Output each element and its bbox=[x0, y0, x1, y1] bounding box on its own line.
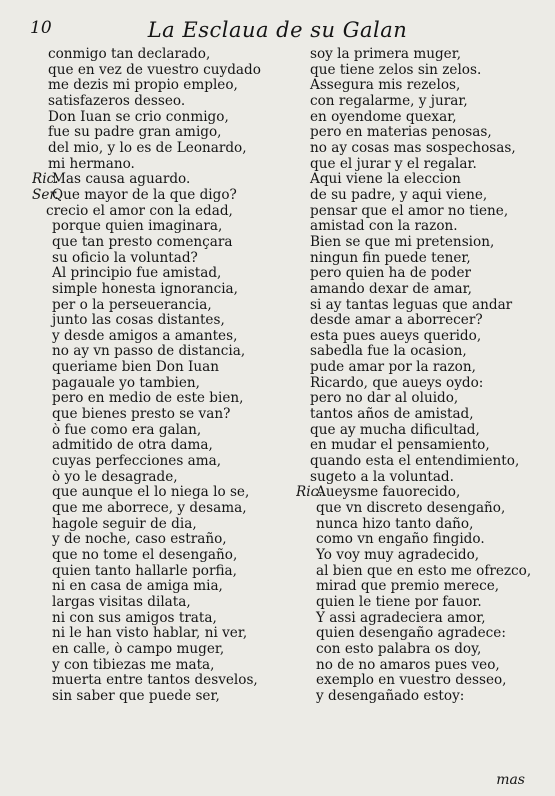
verse-line bbox=[296, 642, 544, 658]
verse-line bbox=[296, 423, 544, 439]
verse-text: que vn discreto desengaño, bbox=[316, 501, 506, 517]
verse-text: Assegura mis rezelos, bbox=[310, 78, 461, 94]
verse-line bbox=[296, 172, 544, 188]
verse-text: tantos años de amistad, bbox=[310, 407, 474, 423]
verse-text: no ay cosas mas sospechosas, bbox=[310, 140, 516, 156]
verse-line bbox=[296, 579, 544, 595]
verse-text: del mio, y lo es de Leonardo, bbox=[48, 140, 247, 156]
verse-text: pero quien ha de poder bbox=[310, 266, 472, 282]
running-title: La Esclaua de su Galan bbox=[147, 18, 408, 42]
verse-line bbox=[32, 611, 294, 627]
verse-line bbox=[296, 344, 544, 360]
verse-text: y desengañado estoy: bbox=[316, 688, 465, 704]
verse-text: no de no amaros pues veo, bbox=[316, 657, 500, 673]
verse-text: pagauale yo tambien, bbox=[52, 375, 200, 391]
verse-line bbox=[296, 63, 544, 79]
verse-text: que ay mucha dificultad, bbox=[310, 422, 480, 438]
verse-text: exemplo en vuestro desseo, bbox=[316, 673, 507, 689]
verse-text: no ay vn passo de distancia, bbox=[52, 344, 246, 360]
verse-line bbox=[296, 658, 544, 674]
verse-line bbox=[32, 219, 294, 235]
verse-line bbox=[32, 125, 294, 141]
verse-text: Don Iuan se crio conmigo, bbox=[48, 109, 229, 125]
verse-text: Que mayor de la que digo? bbox=[52, 187, 237, 203]
verse-text: fue su padre gran amigo, bbox=[48, 125, 222, 141]
verse-line bbox=[296, 298, 544, 314]
verse-text: Bien se que mi pretension, bbox=[310, 234, 495, 250]
verse-text: desde amar a aborrecer? bbox=[310, 313, 483, 329]
verse-line bbox=[296, 454, 544, 470]
verse-line bbox=[32, 94, 294, 110]
verse-line bbox=[296, 626, 544, 642]
verse-line bbox=[32, 141, 294, 157]
verse-line bbox=[32, 423, 294, 439]
verse-line bbox=[32, 673, 294, 689]
verse-line bbox=[296, 141, 544, 157]
verse-line bbox=[296, 407, 544, 423]
verse-text: que bienes presto se van? bbox=[52, 407, 231, 423]
verse-text: largas visitas dilata, bbox=[52, 594, 191, 610]
verse-text: sin saber que puede ser, bbox=[52, 688, 220, 704]
verse-text: que aunque el lo niega lo se, bbox=[52, 485, 250, 501]
verse-line bbox=[296, 251, 544, 267]
verse-line bbox=[296, 188, 544, 204]
left-column bbox=[32, 47, 294, 705]
verse-text: que tan presto començara bbox=[52, 234, 233, 250]
verse-text: de su padre, y aqui viene, bbox=[310, 187, 488, 203]
verse-text: que no tome el desengaño, bbox=[52, 548, 238, 563]
verse-text: simple honesta ignorancia, bbox=[52, 281, 238, 297]
verse-line bbox=[296, 438, 544, 454]
page-number: 10 bbox=[30, 18, 52, 38]
verse-line bbox=[32, 454, 294, 470]
verse-line bbox=[296, 548, 544, 564]
verse-text: Yo voy muy agradecido, bbox=[316, 548, 480, 563]
verse-line bbox=[296, 329, 544, 345]
verse-line bbox=[32, 548, 294, 564]
verse-text: que en vez de vuestro cuydado bbox=[48, 62, 261, 78]
verse-text: ni en casa de amiga mia, bbox=[52, 579, 223, 595]
verse-line bbox=[296, 689, 544, 705]
verse-text: pero no dar al oluido, bbox=[310, 391, 459, 407]
verse-text: y desde amigos a amantes, bbox=[52, 328, 238, 344]
verse-line bbox=[32, 391, 294, 407]
verse-text: per o la perseuerancia, bbox=[52, 297, 212, 313]
verse-text: que me aborrece, y desama, bbox=[52, 501, 247, 517]
speaker-label: Ric. bbox=[296, 485, 323, 501]
verse-line bbox=[296, 517, 544, 533]
verse-text: pero en materias penosas, bbox=[310, 125, 492, 141]
verse-line bbox=[296, 391, 544, 407]
verse-line bbox=[296, 470, 544, 486]
verse-text: pude amar por la razon, bbox=[310, 360, 476, 376]
verse-line bbox=[32, 172, 294, 188]
verse-text: en oyendome quexar, bbox=[310, 109, 457, 125]
verse-text: como vn engaño fingido. bbox=[316, 532, 485, 548]
verse-text: porque quien imaginara, bbox=[52, 219, 223, 235]
verse-line bbox=[32, 188, 294, 204]
verse-text: esta pues aueys querido, bbox=[310, 328, 482, 344]
verse-text: satisfazeros desseo. bbox=[48, 93, 186, 109]
verse-text: quien tanto hallarle porfia, bbox=[52, 563, 237, 579]
verse-text: sabedla fue la ocasion, bbox=[310, 344, 467, 360]
verse-text: que tiene zelos sin zelos. bbox=[310, 62, 482, 78]
speaker-label: Ric. bbox=[32, 172, 59, 188]
verse-text: nunca hizo tanto daño, bbox=[316, 516, 474, 532]
verse-text: cuyas perfecciones ama, bbox=[52, 454, 222, 470]
verse-line bbox=[32, 532, 294, 548]
verse-line bbox=[32, 251, 294, 267]
verse-text: amistad con la razon. bbox=[310, 219, 458, 235]
verse-text: ò yo le desagrade, bbox=[52, 469, 178, 485]
verse-text: me dezis mi propio empleo, bbox=[48, 78, 238, 94]
verse-line bbox=[296, 94, 544, 110]
verse-text: admitido de otra dama, bbox=[52, 438, 213, 454]
verse-line bbox=[32, 235, 294, 251]
verse-text: Al principio fue amistad, bbox=[52, 266, 222, 282]
verse-line bbox=[296, 282, 544, 298]
verse-text: con esto palabra os doy, bbox=[316, 641, 482, 657]
verse-text: sugeto a la voluntad. bbox=[310, 469, 454, 485]
verse-line bbox=[32, 438, 294, 454]
verse-line bbox=[296, 219, 544, 235]
verse-line bbox=[32, 313, 294, 329]
verse-text: quien le tiene por fauor. bbox=[316, 594, 482, 610]
verse-text: hagole seguir de dia, bbox=[52, 516, 197, 532]
verse-text: junto las cosas distantes, bbox=[52, 313, 225, 329]
verse-line bbox=[32, 595, 294, 611]
verse-line bbox=[32, 329, 294, 345]
verse-line bbox=[32, 344, 294, 360]
verse-text: pensar que el amor no tiene, bbox=[310, 203, 509, 219]
verse-text: Ricardo, que aueys oydo: bbox=[310, 375, 484, 391]
catchword: mas bbox=[496, 772, 525, 788]
verse-line bbox=[32, 564, 294, 580]
verse-line bbox=[32, 517, 294, 533]
verse-line bbox=[32, 266, 294, 282]
verse-text: que el jurar y el regalar. bbox=[310, 156, 477, 172]
verse-line bbox=[32, 282, 294, 298]
verse-line bbox=[32, 626, 294, 642]
verse-line bbox=[32, 689, 294, 705]
verse-line bbox=[296, 485, 544, 501]
verse-line bbox=[296, 78, 544, 94]
verse-line bbox=[32, 63, 294, 79]
verse-line bbox=[296, 532, 544, 548]
verse-line bbox=[32, 204, 294, 220]
verse-text: muerta entre tantos desvelos, bbox=[52, 673, 258, 689]
verse-text: Aueysme fauorecido, bbox=[316, 485, 461, 501]
verse-line bbox=[296, 110, 544, 126]
verse-text: ningun fin puede tener, bbox=[310, 250, 471, 266]
verse-line bbox=[296, 360, 544, 376]
verse-text: conmigo tan declarado, bbox=[48, 47, 211, 62]
verse-line bbox=[296, 595, 544, 611]
verse-text: y de noche, caso estraño, bbox=[52, 532, 227, 548]
verse-text: en mudar el pensamiento, bbox=[310, 438, 490, 454]
verse-line bbox=[296, 501, 544, 517]
verse-line bbox=[32, 642, 294, 658]
verse-text: su oficio la voluntad? bbox=[52, 250, 198, 266]
verse-text: ò fue como era galan, bbox=[52, 422, 202, 438]
verse-text: y con tibiezas me mata, bbox=[52, 657, 215, 673]
verse-line bbox=[296, 157, 544, 173]
verse-text: al bien que en esto me ofrezco, bbox=[316, 563, 532, 579]
verse-line bbox=[296, 235, 544, 251]
verse-line bbox=[296, 376, 544, 392]
verse-text: mirad que premio merece, bbox=[316, 579, 500, 595]
verse-text: queriame bien Don Iuan bbox=[52, 360, 220, 376]
verse-line bbox=[296, 564, 544, 580]
verse-line bbox=[32, 360, 294, 376]
verse-line bbox=[32, 501, 294, 517]
verse-text: pero en medio de este bien, bbox=[52, 391, 244, 407]
verse-text: ni con sus amigos trata, bbox=[52, 610, 217, 626]
verse-line bbox=[296, 125, 544, 141]
verse-text: si ay tantas leguas que andar bbox=[310, 297, 513, 313]
verse-text: Aqui viene la eleccion bbox=[310, 172, 461, 188]
verse-text: en calle, ò campo muger, bbox=[52, 641, 225, 657]
verse-line bbox=[32, 579, 294, 595]
verse-text: quien desengaño agradece: bbox=[316, 626, 506, 642]
verse-line bbox=[32, 407, 294, 423]
verse-text: crecio el amor con la edad, bbox=[46, 203, 233, 219]
verse-line bbox=[32, 157, 294, 173]
verse-text: Y assi agradeciera amor, bbox=[316, 610, 486, 626]
verse-line bbox=[32, 376, 294, 392]
verse-text: amando dexar de amar, bbox=[310, 281, 472, 297]
speaker-label: Ser. bbox=[32, 187, 59, 203]
right-column bbox=[296, 47, 544, 705]
verse-text: Mas causa aguardo. bbox=[52, 172, 191, 188]
verse-line bbox=[296, 673, 544, 689]
verse-text: ni le han visto hablar, ni ver, bbox=[52, 626, 248, 642]
verse-text: mi hermano. bbox=[48, 156, 135, 172]
verse-line bbox=[296, 204, 544, 220]
verse-text: con regalarme, y jurar, bbox=[310, 93, 468, 109]
verse-line bbox=[32, 485, 294, 501]
verse-line bbox=[296, 313, 544, 329]
verse-text: quando esta el entendimiento, bbox=[310, 454, 520, 470]
verse-line bbox=[32, 470, 294, 486]
verse-line bbox=[296, 266, 544, 282]
verse-line bbox=[32, 47, 294, 63]
verse-line bbox=[296, 611, 544, 627]
verse-line bbox=[32, 110, 294, 126]
verse-line bbox=[32, 298, 294, 314]
verse-text: soy la primera muger, bbox=[310, 47, 462, 62]
verse-line bbox=[296, 47, 544, 63]
verse-line bbox=[32, 658, 294, 674]
verse-line bbox=[32, 78, 294, 94]
